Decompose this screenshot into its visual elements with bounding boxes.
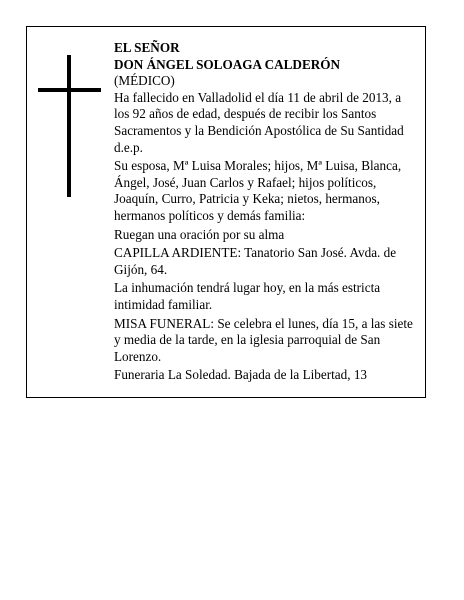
- deceased-profession: (MÉDICO): [114, 73, 175, 89]
- deceased-name: DON ÁNGEL SOLOAGA CALDERÓN: [114, 56, 341, 72]
- notice-title: EL SEÑOR: [114, 40, 180, 55]
- funeral-mass: MISA FUNERAL: Se celebra el lunes, día 15, a las siete y media de la tarde, en la iglesia parroquial de San Lorenzo.: [114, 315, 413, 364]
- funeral-home: Funeraria La Soledad. Bajada de la Libertad, 13: [114, 367, 368, 383]
- prayer-request: Ruegan una oración por su alma: [114, 226, 285, 242]
- burial-info: La inhumación tendrá lugar hoy, en la más estricta intimidad familiar.: [114, 280, 381, 312]
- cross-icon-crossbar: [38, 88, 101, 92]
- family-list: Su esposa, Mª Luisa Morales; hijos, Mª Luisa, Blanca, Ángel, José, Juan Carlos y Rafael; hijos políticos, Joaquín, Curro, Patricia y Keka; nietos, hermanos, hermanos políticos y demás familia:: [114, 158, 402, 223]
- notice-body: [114, 40, 419, 386]
- obituary-notice: [26, 26, 426, 398]
- cross-icon: [67, 55, 71, 197]
- death-announcement: Ha fallecido en Valladolid el día 11 de abril de 2013, a los 92 años de edad, después de recibir los Santos Sacramentos y la Bendición Apostólica de Su Santidad d.e.p.: [114, 89, 404, 155]
- funeral-chapel: CAPILLA ARDIENTE: Tanatorio San José. Avda. de Gijón, 64.: [114, 245, 397, 277]
